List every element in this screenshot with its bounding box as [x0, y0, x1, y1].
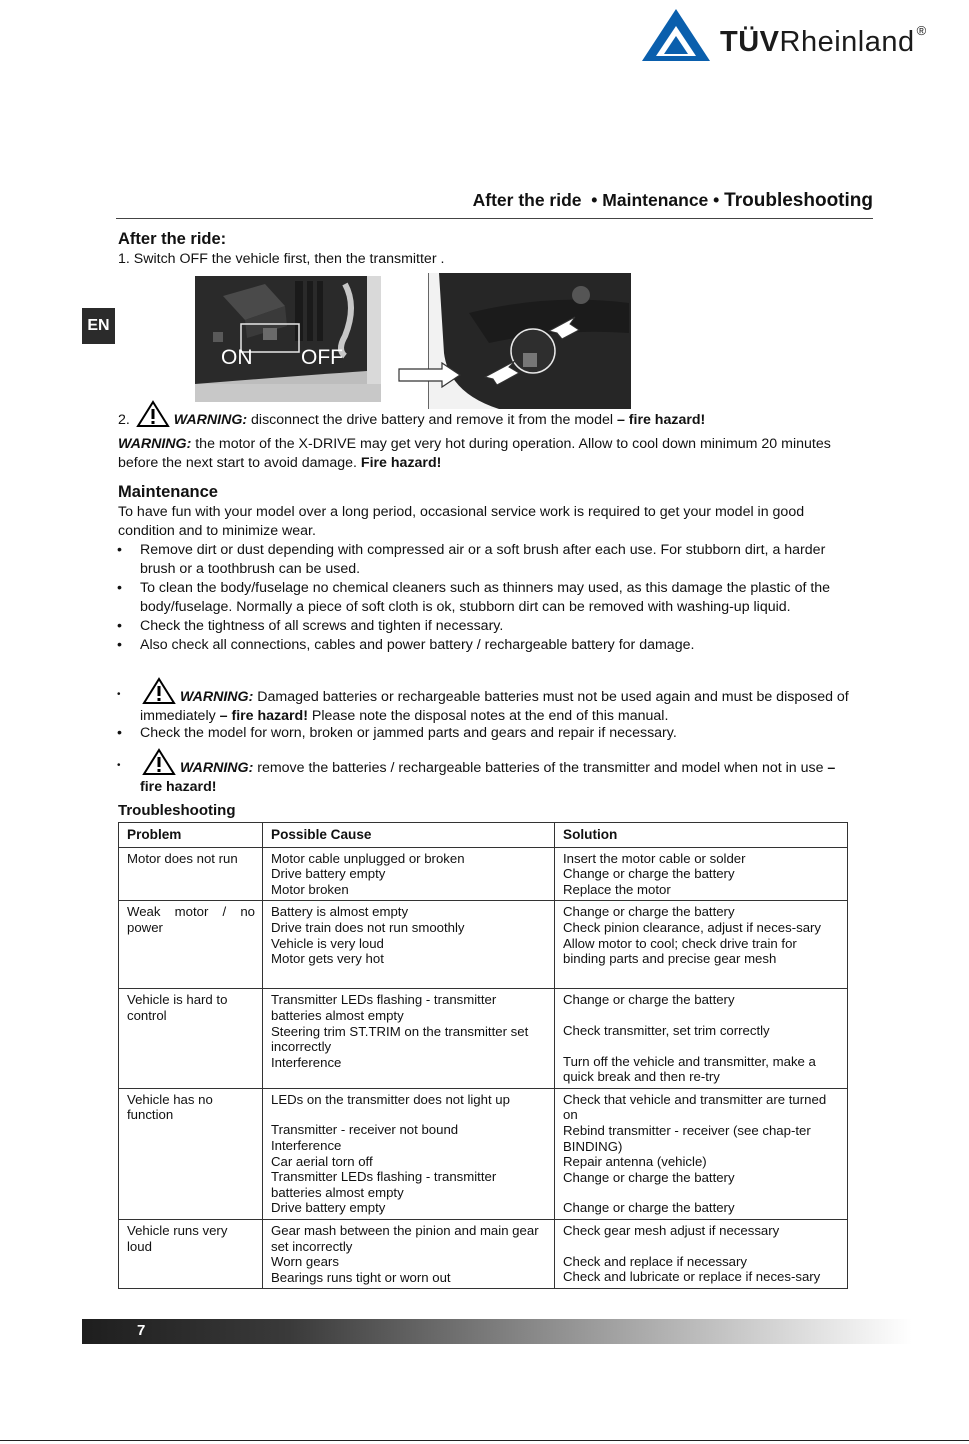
- divider: [0, 1440, 969, 1441]
- transmitter-photo: [428, 273, 631, 409]
- cause-cell: Motor cable unplugged or broken Drive battery empty Motor broken: [263, 847, 555, 901]
- transmitter-warning: • WARNING: remove the batteries / rechargeable batteries of the transmitter and model when not in use – fire hazard!: [117, 748, 852, 797]
- troubleshooting-heading: Troubleshooting: [118, 802, 236, 819]
- table-row: [119, 989, 848, 1088]
- column-header-cause: Possible Cause: [263, 823, 555, 848]
- problem-cell: Vehicle runs very loud: [119, 1219, 263, 1288]
- triangle-logo-icon: [640, 6, 712, 64]
- table-header-row: [119, 823, 848, 848]
- problem-cell: Weak motor / no power: [119, 901, 263, 989]
- page-number: 7: [137, 1322, 146, 1339]
- switch-off-label: OFF: [301, 346, 343, 369]
- logo-wordmark: TÜVRheinland ®: [720, 23, 927, 58]
- tuv-rheinland-logo: [640, 6, 960, 66]
- table-row: [119, 1219, 848, 1288]
- problem-cell: Vehicle is hard to control: [119, 989, 263, 1088]
- list-item: • Check the model for worn, broken or jammed parts and gears and repair if necessary.: [117, 725, 677, 741]
- solution-cell: Check gear mesh adjust if necessary Check and replace if necessary Check and lubricate or replace if neces-sary: [555, 1219, 848, 1288]
- arrow-right-icon: [398, 362, 462, 388]
- maintenance-heading: Maintenance: [118, 483, 218, 501]
- language-tab: EN: [82, 308, 115, 344]
- problem-cell: Vehicle has no function: [119, 1088, 263, 1219]
- column-header-problem: Problem: [119, 823, 263, 848]
- switch-photo: [195, 276, 381, 402]
- maintenance-intro: To have fun with your model over a long period, occasional service work is required to get your model in good condition and to minimize wear.: [118, 504, 805, 539]
- after-ride-heading: After the ride:: [118, 230, 227, 248]
- section-header: [116, 190, 873, 219]
- switch-on-label: ON: [221, 346, 253, 369]
- cause-cell: Gear mash between the pinion and main gear set incorrectly Worn gears Bearings runs tight or worn out: [263, 1219, 555, 1288]
- solution-cell: Change or charge the battery Check pinion clearance, adjust if neces-sary Allow motor to cool; check drive train for binding parts and precise gear mesh: [555, 901, 848, 989]
- cause-cell: LEDs on the transmitter does not light up Transmitter - receiver not bound Interference Car aerial torn off Transmitter LEDs flashing - transmitter batteries almost empty Drive battery empty: [263, 1088, 555, 1219]
- warning-icon: [142, 677, 176, 705]
- after-ride-step2: 2. WARNING: disconnect the drive battery and remove it from the model – fire hazard!: [118, 400, 858, 430]
- troubleshooting-table: [118, 822, 848, 1289]
- warning-icon: [142, 748, 176, 776]
- warning-icon: [136, 400, 170, 428]
- solution-cell: Check that vehicle and transmitter are turned on Rebind transmitter - receiver (see chap-ter BINDING) Repair antenna (vehicle) Change or charge the battery Change or charge the battery: [555, 1088, 848, 1219]
- table-row: [119, 1088, 848, 1219]
- battery-warning: • WARNING: Damaged batteries or rechargeable batteries must not be used again and must be disposed of immediately – fire hazard! Please note the disposal notes at the end of this manual.: [117, 677, 852, 726]
- column-header-solution: Solution: [555, 823, 848, 848]
- solution-cell: Insert the motor cable or solder Change or charge the battery Replace the motor: [555, 847, 848, 901]
- table-row: [119, 901, 848, 989]
- header-title: After the ride • Maintenance • Troubleshooting: [472, 190, 873, 211]
- problem-cell: Motor does not run: [119, 847, 263, 901]
- motor-heat-warning: WARNING: the motor of the X-DRIVE may get very hot during operation. Allow to cool down minimum 20 minutes before the next start to avoid damage. Fire hazard!: [118, 436, 831, 471]
- list-item: • Also check all connections, cables and power battery / rechargeable battery for damage.: [117, 637, 695, 653]
- after-ride-step1: 1. Switch OFF the vehicle first, then the transmitter .: [118, 251, 445, 267]
- list-item: • Remove dirt or dust depending with compressed air or a soft brush after each use. For stubborn dirt, a harder brush or a toothbrush can be used.: [117, 542, 826, 577]
- list-item: • To clean the body/fuselage no chemical cleaners such as thinners may used, as this damage the plastic of the body/fuselage. Normally a piece of soft cloth is ok, stubborn dirt can be removed with washing-up liquid.: [117, 580, 831, 615]
- footer-bar: [82, 1319, 912, 1344]
- list-item: • Check the tightness of all screws and tighten if necessary.: [117, 618, 504, 634]
- solution-cell: Change or charge the battery Check transmitter, set trim correctly Turn off the vehicle and transmitter, make a quick break and then re-try: [555, 989, 848, 1088]
- maintenance-bullets: [117, 541, 852, 655]
- table-row: [119, 847, 848, 901]
- cause-cell: Transmitter LEDs flashing - transmitter batteries almost empty Steering trim ST.TRIM on the transmitter set incorrectly Interference: [263, 989, 555, 1088]
- cause-cell: Battery is almost empty Drive train does not run smoothly Vehicle is very loud Motor gets very hot: [263, 901, 555, 989]
